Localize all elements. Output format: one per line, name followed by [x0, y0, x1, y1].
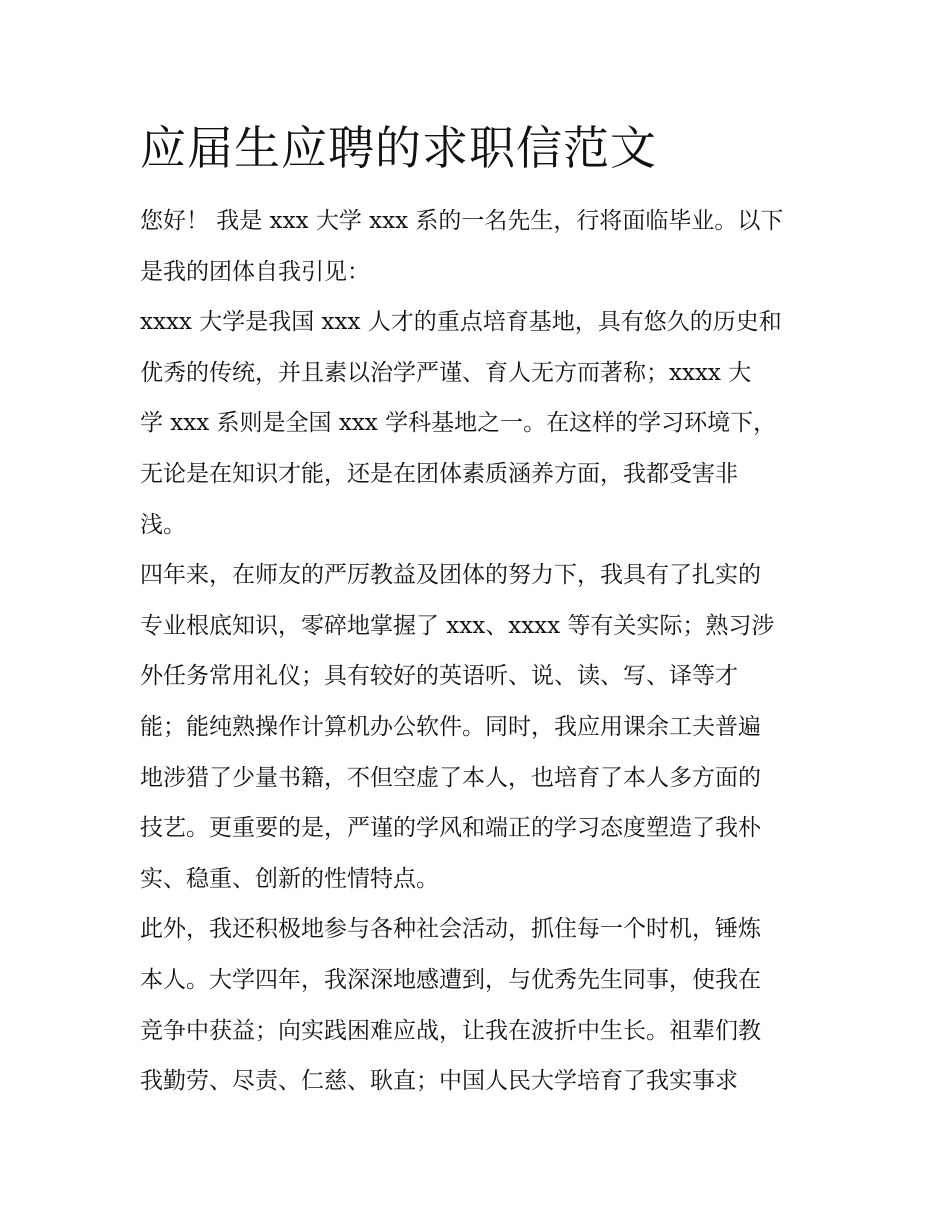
body-line-7: 浅。 [140, 511, 186, 538]
body-line-14: 实、稳重、创新的性情特点。 [140, 865, 439, 892]
body-line-17: 竞争中获益；向实践困难应战，让我在波折中生长。祖辈们教 [140, 1017, 761, 1044]
body-line-15: 此外，我还积极地参与各种社会活动，抓住每一个时机，锤炼 [140, 916, 761, 943]
body-line-18: 我勤劳、尽责、仁慈、耿直；中国人民大学培育了我实事求 [140, 1068, 738, 1095]
document-body [140, 196, 830, 1107]
body-line-3: xxxx 大学是我国 xxx 人才的重点培育基地，具有悠久的历史和 [140, 309, 782, 336]
body-line-11: 能；能纯熟操作计算机办公软件。同时，我应用课余工夫普遍 [140, 713, 761, 740]
body-line-5: 学 xxx 系则是全国 xxx 学科基地之一。在这样的学习环境下， [140, 410, 777, 437]
body-line-9: 专业根底知识，零碎地掌握了 xxx、xxxx 等有关实际；熟习涉 [140, 612, 775, 639]
body-line-2: 是我的团体自我引见： [140, 258, 370, 285]
body-line-12: 地涉猎了少量书籍，不但空虚了本人，也培育了本人多方面的 [140, 764, 761, 791]
body-line-1: 您好！ 我是 xxx 大学 xxx 系的一名先生，行将面临毕业。以下 [140, 208, 784, 234]
body-line-4: 优秀的传统，并且素以治学严谨、育人无方而著称；xxxx 大 [140, 359, 752, 386]
body-line-13: 技艺。更重要的是，严谨的学风和端正的学习态度塑造了我朴 [140, 815, 761, 842]
body-line-8: 四年来，在师友的严厉教益及团体的努力下，我具有了扎实的 [140, 562, 761, 589]
body-line-16: 本人。大学四年，我深深地感遭到，与优秀先生同事，使我在 [140, 966, 761, 993]
body-line-6: 无论是在知识才能，还是在团体素质涵养方面，我都受害非 [140, 460, 738, 487]
body-line-10: 外任务常用礼仪；具有较好的英语听、说、读、写、译等才 [140, 663, 738, 690]
document-title: 应届生应聘的求职信范文 [140, 121, 657, 175]
